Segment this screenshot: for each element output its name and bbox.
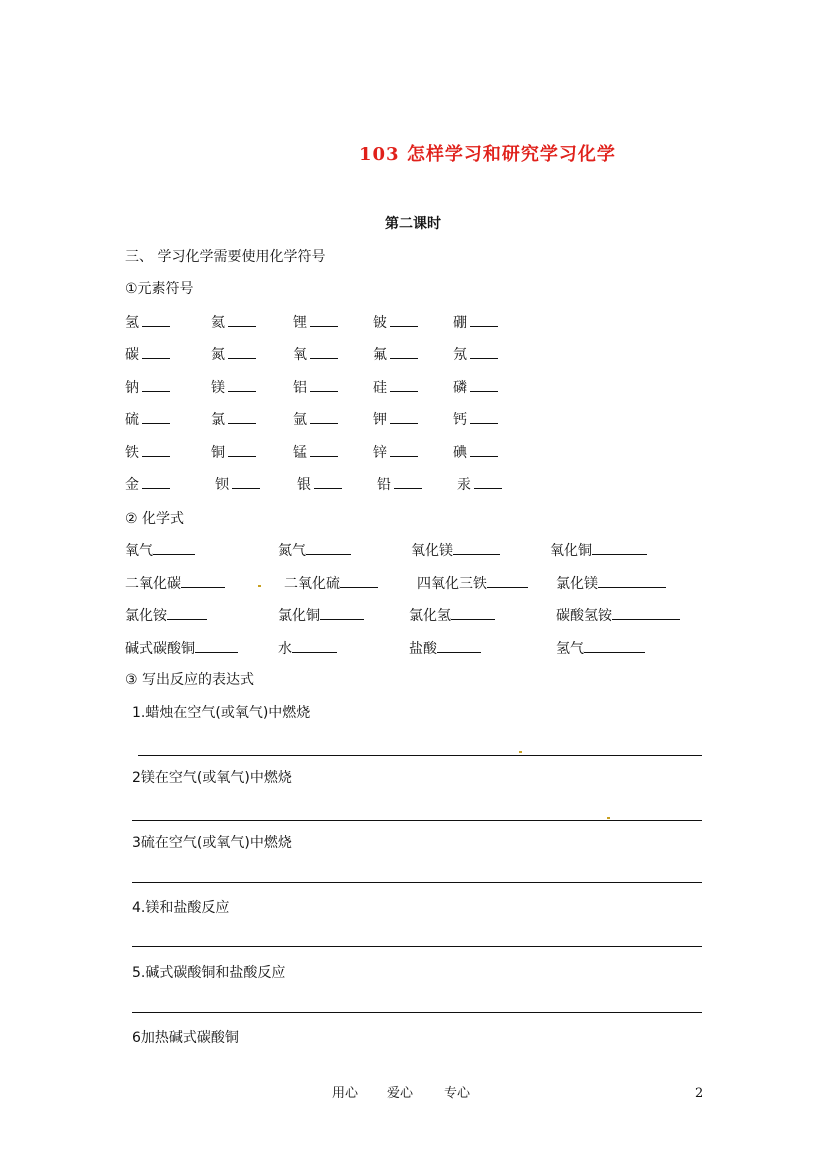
element-name: 氯 [211, 412, 225, 428]
answer-line[interactable] [138, 755, 702, 756]
formula-blank[interactable] [306, 544, 351, 555]
formula-item [125, 642, 238, 656]
compound-name: 四氧化三铁 [417, 576, 487, 592]
symbol-blank[interactable] [394, 478, 422, 489]
element-name: 铁 [125, 445, 139, 461]
footer-word: 专心 [444, 1086, 471, 1101]
element-name: 氮 [211, 347, 225, 363]
element-name: 汞 [457, 477, 471, 493]
element-name: 钡 [215, 477, 229, 493]
formula-item [417, 577, 528, 591]
element-item [293, 316, 338, 330]
element-item [377, 478, 422, 492]
formula-item [550, 544, 647, 558]
formula-blank[interactable] [437, 642, 481, 653]
answer-line[interactable] [132, 946, 702, 947]
element-item [211, 348, 256, 362]
compound-name: 碳酸氢铵 [556, 608, 612, 624]
element-name: 铝 [293, 380, 307, 396]
symbol-blank[interactable] [390, 316, 418, 327]
element-name: 铜 [211, 445, 225, 461]
element-name: 磷 [453, 380, 467, 396]
symbol-blank[interactable] [474, 478, 502, 489]
element-name: 金 [125, 477, 139, 493]
symbol-blank[interactable] [228, 316, 256, 327]
formula-item [125, 577, 225, 591]
element-name: 锰 [293, 445, 307, 461]
formula-blank[interactable] [292, 642, 337, 653]
compound-name: 氯化铜 [278, 608, 320, 624]
element-name: 氟 [373, 347, 387, 363]
element-name: 锂 [293, 315, 307, 331]
formula-item [556, 609, 680, 623]
element-item [125, 446, 170, 460]
footer-word: 用心 [332, 1086, 359, 1101]
element-item [293, 348, 338, 362]
reaction-prompt: 5.碱式碳酸铜和盐酸反应 [132, 965, 286, 981]
formula-blank[interactable] [451, 609, 495, 620]
footer-word: 爱心 [387, 1086, 414, 1101]
element-item [211, 316, 256, 330]
compound-name: 氧化铜 [550, 543, 592, 559]
symbol-blank[interactable] [470, 316, 498, 327]
element-item [373, 348, 418, 362]
compound-name: 氮气 [278, 543, 306, 559]
symbol-blank[interactable] [390, 446, 418, 457]
element-item [457, 478, 502, 492]
symbol-blank[interactable] [142, 413, 170, 424]
element-item [125, 348, 170, 362]
page-title: 103 怎样学习和研究学习化学 [359, 144, 616, 165]
answer-line[interactable] [132, 1012, 702, 1013]
stray-mark [258, 585, 261, 587]
element-name: 氦 [211, 315, 225, 331]
element-name: 碳 [125, 347, 139, 363]
symbol-blank[interactable] [310, 348, 338, 359]
element-item [125, 316, 170, 330]
formula-blank[interactable] [320, 609, 364, 620]
symbol-blank[interactable] [232, 478, 260, 489]
element-item [453, 446, 498, 460]
element-item [453, 381, 498, 395]
formula-item [556, 577, 666, 591]
element-item [373, 446, 418, 460]
compound-name: 二氧化硫 [284, 576, 340, 592]
formula-blank[interactable] [195, 642, 238, 653]
element-name: 碘 [453, 445, 467, 461]
compound-name: 氧化镁 [411, 543, 453, 559]
symbol-blank[interactable] [470, 348, 498, 359]
element-name: 钙 [453, 412, 467, 428]
symbol-blank[interactable] [142, 348, 170, 359]
element-name: 钠 [125, 380, 139, 396]
element-item [211, 381, 256, 395]
symbol-blank[interactable] [310, 413, 338, 424]
element-item [293, 446, 338, 460]
reaction-prompt: 1.蜡烛在空气(或氧气)中燃烧 [132, 705, 311, 721]
formula-blank[interactable] [340, 577, 378, 588]
section-heading: 三、 学习化学需要使用化学符号 [125, 249, 326, 265]
formula-item [278, 544, 351, 558]
formula-item [409, 642, 481, 656]
reaction-prompt: 6加热碱式碳酸铜 [132, 1030, 239, 1046]
symbol-blank[interactable] [142, 478, 170, 489]
compound-name: 氯化镁 [556, 576, 598, 592]
reaction-prompt: 2镁在空气(或氧气)中燃烧 [132, 770, 292, 786]
page-number: 2 [695, 1086, 704, 1101]
element-name: 铍 [373, 315, 387, 331]
formula-blank[interactable] [584, 642, 645, 653]
symbol-blank[interactable] [470, 413, 498, 424]
symbol-blank[interactable] [314, 478, 342, 489]
element-item [211, 446, 256, 460]
part2-heading: ② 化学式 [125, 511, 185, 527]
compound-name: 氯化氢 [409, 608, 451, 624]
formula-item [125, 544, 195, 558]
element-name: 钾 [373, 412, 387, 428]
formula-item [411, 544, 500, 558]
symbol-blank[interactable] [228, 348, 256, 359]
symbol-blank[interactable] [142, 381, 170, 392]
formula-item [556, 642, 645, 656]
reaction-prompt: 4.镁和盐酸反应 [132, 900, 230, 916]
formula-blank[interactable] [153, 544, 195, 555]
formula-item [409, 609, 495, 623]
compound-name: 氧气 [125, 543, 153, 559]
part1-heading: ①元素符号 [125, 281, 194, 297]
compound-name: 氢气 [556, 641, 584, 657]
answer-line[interactable] [132, 820, 702, 821]
formula-item [278, 642, 337, 656]
element-item [211, 413, 256, 427]
formula-item [125, 609, 207, 623]
stray-mark [519, 751, 522, 753]
lesson-subtitle: 第二课时 [385, 216, 441, 232]
element-name: 银 [297, 477, 311, 493]
symbol-blank[interactable] [470, 381, 498, 392]
element-name: 氩 [293, 412, 307, 428]
compound-name: 碱式碳酸铜 [125, 641, 195, 657]
compound-name: 盐酸 [409, 641, 437, 657]
element-item [297, 478, 342, 492]
symbol-blank[interactable] [310, 446, 338, 457]
formula-blank[interactable] [487, 577, 528, 588]
symbol-blank[interactable] [390, 413, 418, 424]
symbol-blank[interactable] [228, 413, 256, 424]
symbol-blank[interactable] [310, 316, 338, 327]
symbol-blank[interactable] [470, 446, 498, 457]
compound-name: 水 [278, 641, 292, 657]
symbol-blank[interactable] [142, 446, 170, 457]
formula-blank[interactable] [167, 609, 207, 620]
stray-mark [607, 817, 610, 819]
symbol-blank[interactable] [390, 381, 418, 392]
element-name: 硅 [373, 380, 387, 396]
element-name: 氖 [453, 347, 467, 363]
element-name: 锌 [373, 445, 387, 461]
element-item [293, 413, 338, 427]
formula-blank[interactable] [592, 544, 647, 555]
symbol-blank[interactable] [390, 348, 418, 359]
compound-name: 氯化铵 [125, 608, 167, 624]
element-name: 氧 [293, 347, 307, 363]
answer-line[interactable] [132, 882, 702, 883]
element-name: 镁 [211, 380, 225, 396]
element-item [373, 413, 418, 427]
element-item [125, 478, 170, 492]
symbol-blank[interactable] [142, 316, 170, 327]
symbol-blank[interactable] [228, 381, 256, 392]
part3-heading: ③ 写出反应的表达式 [125, 672, 255, 688]
reaction-prompt: 3硫在空气(或氧气)中燃烧 [132, 835, 292, 851]
element-item [453, 348, 498, 362]
symbol-blank[interactable] [310, 381, 338, 392]
element-item [125, 413, 170, 427]
element-item [293, 381, 338, 395]
element-item [453, 316, 498, 330]
symbol-blank[interactable] [228, 446, 256, 457]
element-item [215, 478, 260, 492]
element-name: 铅 [377, 477, 391, 493]
formula-blank[interactable] [612, 609, 680, 620]
formula-blank[interactable] [598, 577, 666, 588]
element-name: 硫 [125, 412, 139, 428]
element-name: 氢 [125, 315, 139, 331]
formula-blank[interactable] [453, 544, 500, 555]
element-name: 硼 [453, 315, 467, 331]
element-item [125, 381, 170, 395]
formula-item [278, 609, 364, 623]
element-item [453, 413, 498, 427]
element-item [373, 381, 418, 395]
compound-name: 二氧化碳 [125, 576, 181, 592]
element-item [373, 316, 418, 330]
formula-blank[interactable] [181, 577, 225, 588]
formula-item [284, 577, 378, 591]
